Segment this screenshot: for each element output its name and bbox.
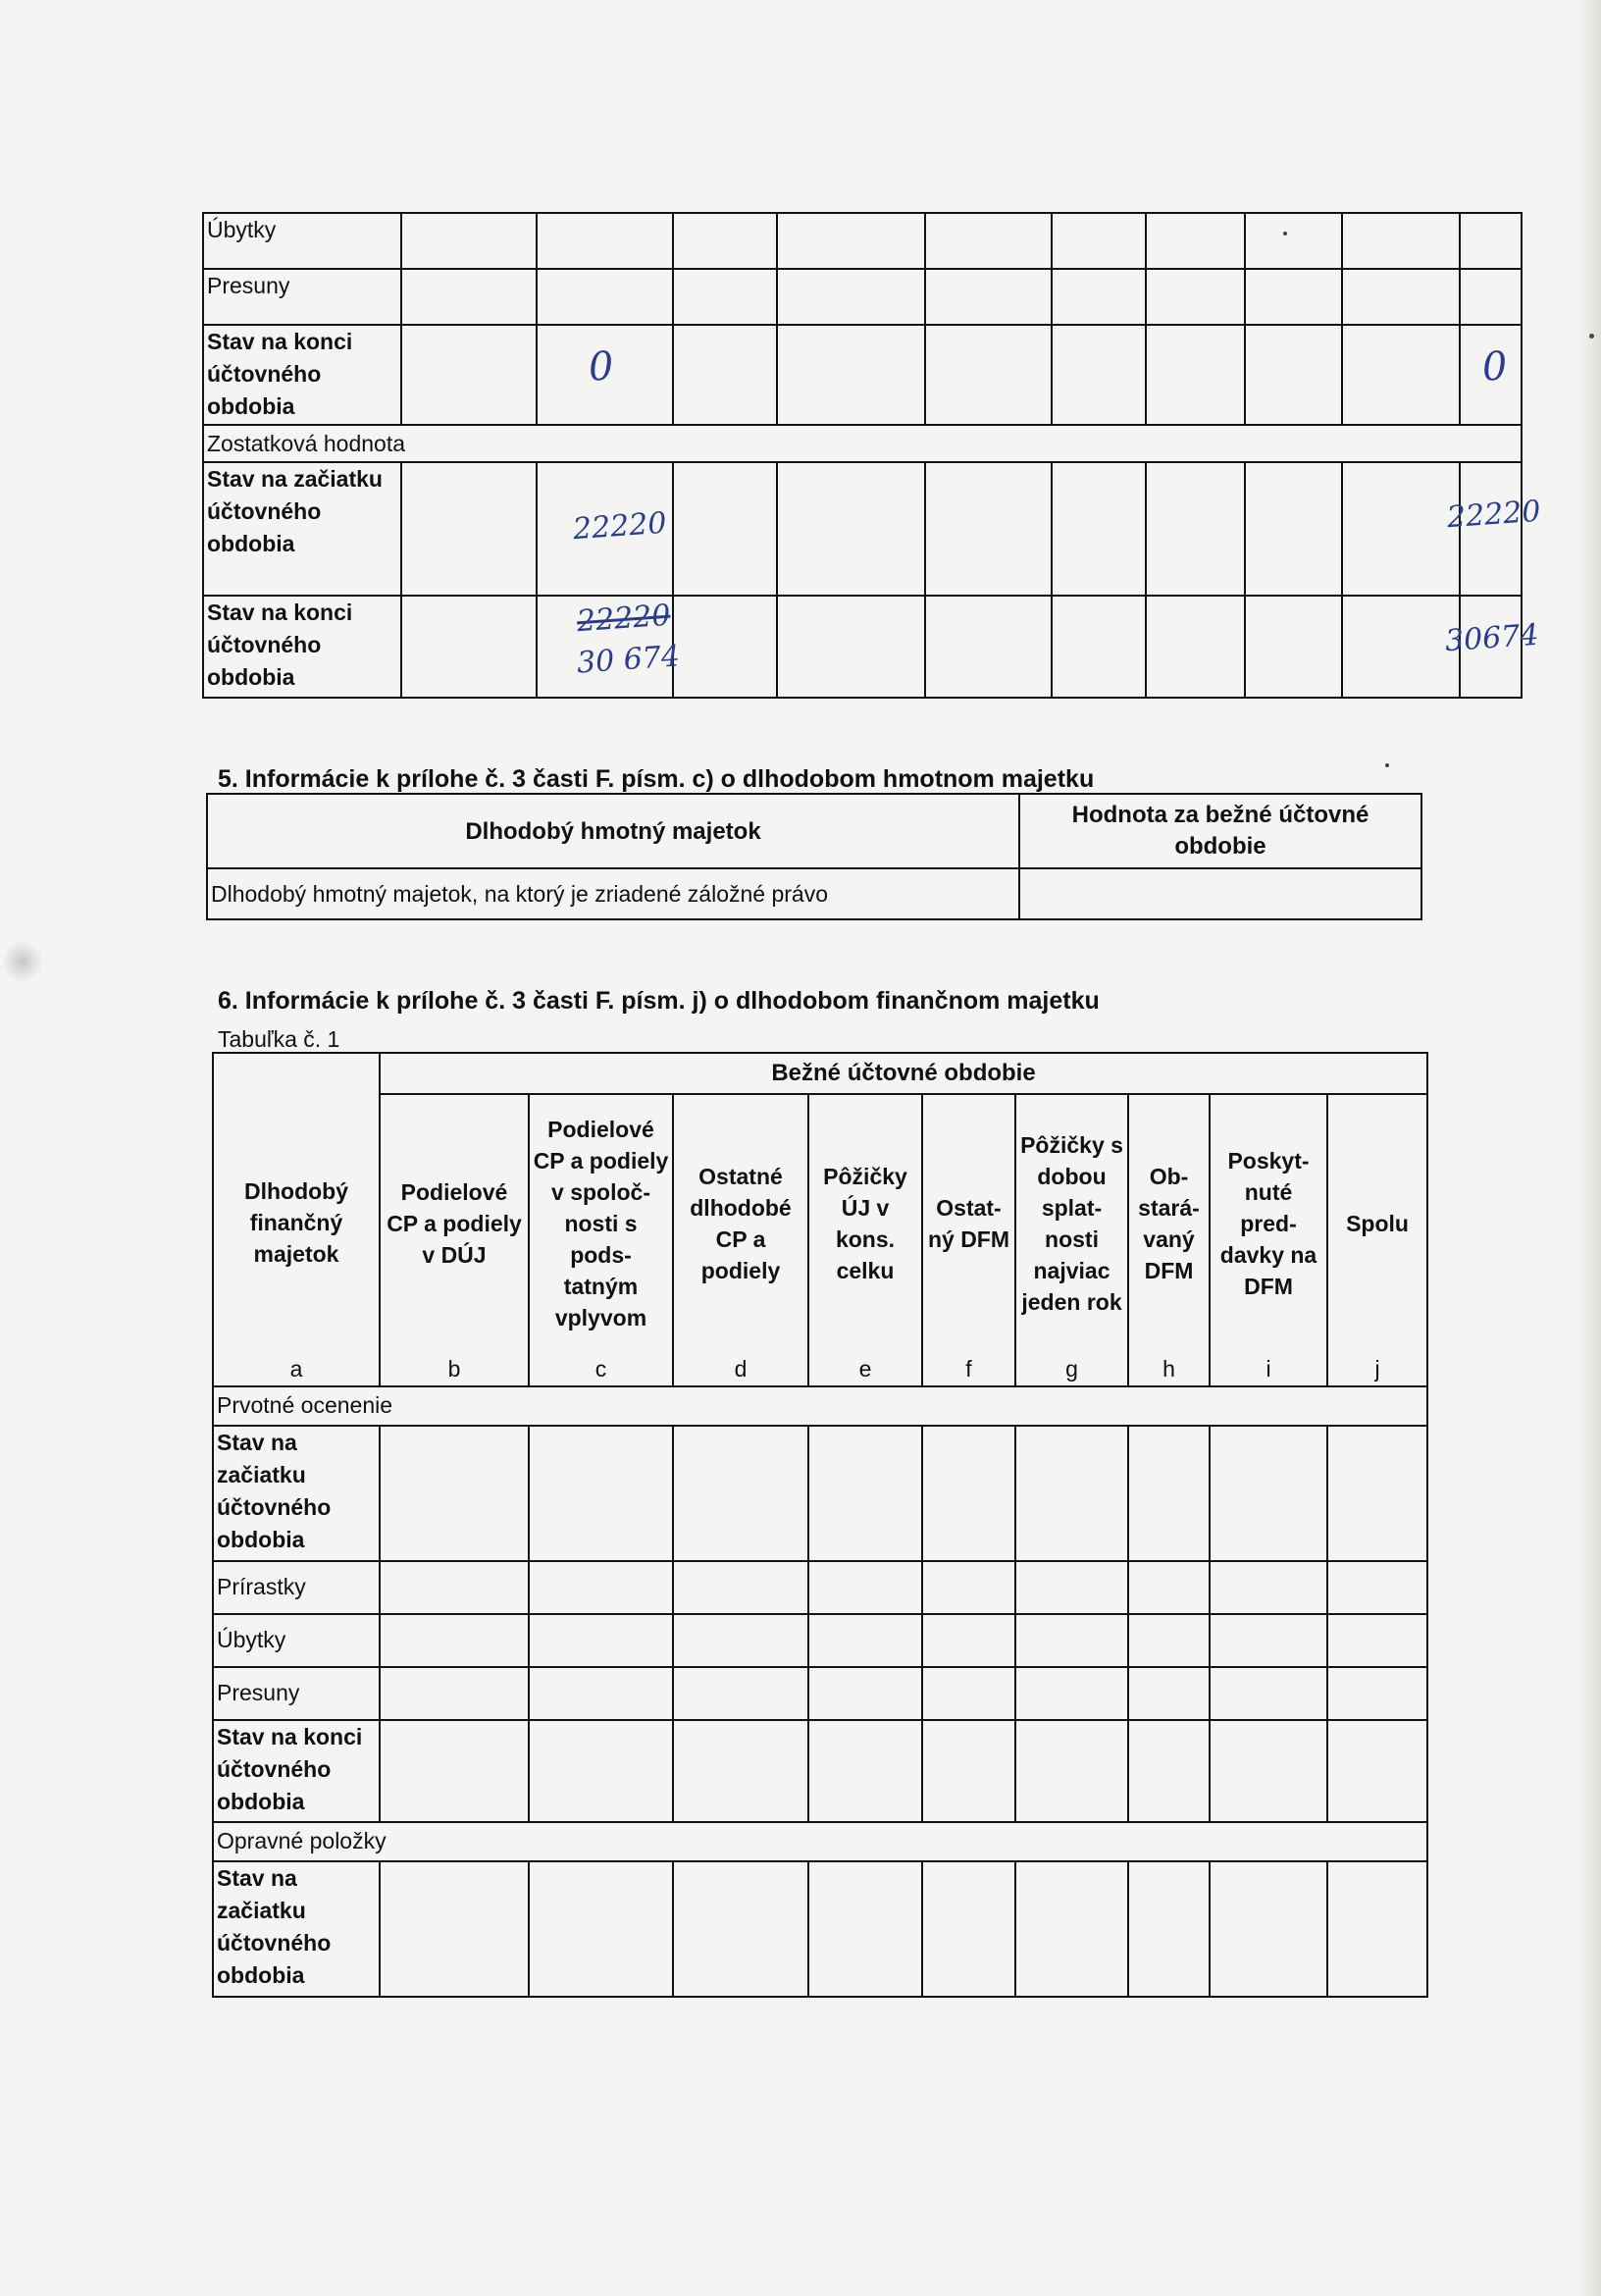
table-row [213,1861,1427,1997]
table-row [203,213,1522,269]
column-letter: b [380,1351,529,1386]
table-row [203,425,1522,462]
column-header: Spolu [1327,1094,1427,1351]
row-label-ubytky: Úbytky [203,213,401,269]
column-letter: i [1210,1351,1327,1386]
table-row [207,868,1421,919]
table-row [213,1720,1427,1822]
scan-speck [1385,763,1389,767]
column-letter: h [1128,1351,1210,1386]
handwritten-value: 0 [1480,343,1509,391]
row-label-stav-na-zaciatku: Stav na začiatku účtovného obdobia [213,1426,380,1561]
handwritten-value: 30674 [1443,617,1540,659]
row-label-stav-na-konci: Stav na konci účtovného obdobia [213,1720,380,1822]
handwritten-value: 0 [587,343,615,391]
column-header: Pôžičky ÚJ v kons. celku [808,1094,922,1351]
column-header: Ob- stará- vaný DFM [1128,1094,1210,1351]
table-caption: Tabuľka č. 1 [218,1026,340,1052]
row-label-prirastky: Prírastky [213,1561,380,1614]
period-header: Bežné účtovné obdobie [380,1053,1427,1094]
row-label: Dlhodobý hmotný majetok, na ktorý je zriadené záložné právo [207,868,1019,919]
table-row [213,1667,1427,1720]
table-row [203,269,1522,325]
column-letter: d [673,1351,808,1386]
column-letter: e [808,1351,922,1386]
row-label-stav-na-konci: Stav na konci účtovného obdobia [203,596,401,698]
header-text: Dlhodobý finančný majetok [243,1177,349,1267]
handwritten-value: 22220 [1445,494,1542,536]
section-6-table [212,1052,1428,1998]
column-header: Podielové CP a podiely v spoloč- nosti s pods- tatným vplyvom [529,1094,673,1351]
row-label-presuny: Presuny [213,1667,380,1720]
column-letter: j [1327,1351,1427,1386]
handwritten-cell [537,596,682,698]
section-5-heading: 5. Informácie k prílohe č. 3 časti F. písm. c) o dlhodobom hmotnom majetku [218,765,1095,793]
column-header: Dlhodobý hmotný majetok [207,794,1019,868]
row-label-presuny: Presuny [203,269,401,325]
top-continuation-table [202,212,1542,699]
table-row [213,1053,1427,1094]
row-label-ubytky: Úbytky [213,1614,380,1667]
handwritten-struck-value: 22220 [575,598,672,640]
scan-speck [1589,334,1594,339]
handwritten-cell [537,462,673,596]
handwritten-cell [1445,462,1542,596]
table-row [203,596,1522,698]
row-label-stav-na-zaciatku: Stav na začiatku účtovného obdobia [203,462,401,596]
row-label-stav-na-zaciatku: Stav na začiatku účtovného obdobia [213,1861,380,1997]
column-letter: a [213,1351,380,1386]
section-label-zostatkova-hodnota: Zostatková hodnota [203,425,1522,462]
handwritten-cell [1460,325,1522,425]
table-row [213,1822,1427,1861]
scan-edge-shadow [1579,0,1601,2296]
column-header: Ostat- ný DFM [922,1094,1015,1351]
first-column-header [213,1053,380,1351]
column-header: Pôžičky s dobou splat- nosti najviac jeden rok [1015,1094,1128,1351]
column-header: Poskyt- nuté pred- davky na DFM [1210,1094,1327,1351]
table-row [203,325,1522,425]
table-row [213,1094,1427,1351]
scan-smudge [0,942,45,981]
column-header: Ostatné dlhodobé CP a podiely [673,1094,808,1351]
handwritten-cell [1443,596,1540,698]
section-5-table [206,793,1422,920]
column-letters-row [213,1351,1427,1386]
table-row [213,1386,1427,1426]
column-letter: f [922,1351,1015,1386]
row-label-stav-na-konci: Stav na konci účtovného obdobia [203,325,401,425]
column-letter: c [529,1351,673,1386]
table-row [207,794,1421,868]
table-row [203,462,1522,596]
table-row [213,1561,1427,1614]
section-6-heading: 6. Informácie k prílohe č. 3 časti F. písm. j) o dlhodobom finančnom majetku [218,987,1100,1015]
table-row [213,1426,1427,1561]
handwritten-value: 30 674 [575,639,682,681]
handwritten-cell [537,325,673,425]
section-label-opravne-polozky: Opravné položky [213,1822,1427,1861]
column-header: Podielové CP a podiely v DÚJ [380,1094,529,1351]
section-label-prvotne-ocenenie: Prvotné ocenenie [213,1386,1427,1426]
handwritten-value: 22220 [571,505,668,548]
column-header: Hodnota za bežné účtovné obdobie [1019,794,1421,868]
table-row [213,1614,1427,1667]
column-letter: g [1015,1351,1128,1386]
